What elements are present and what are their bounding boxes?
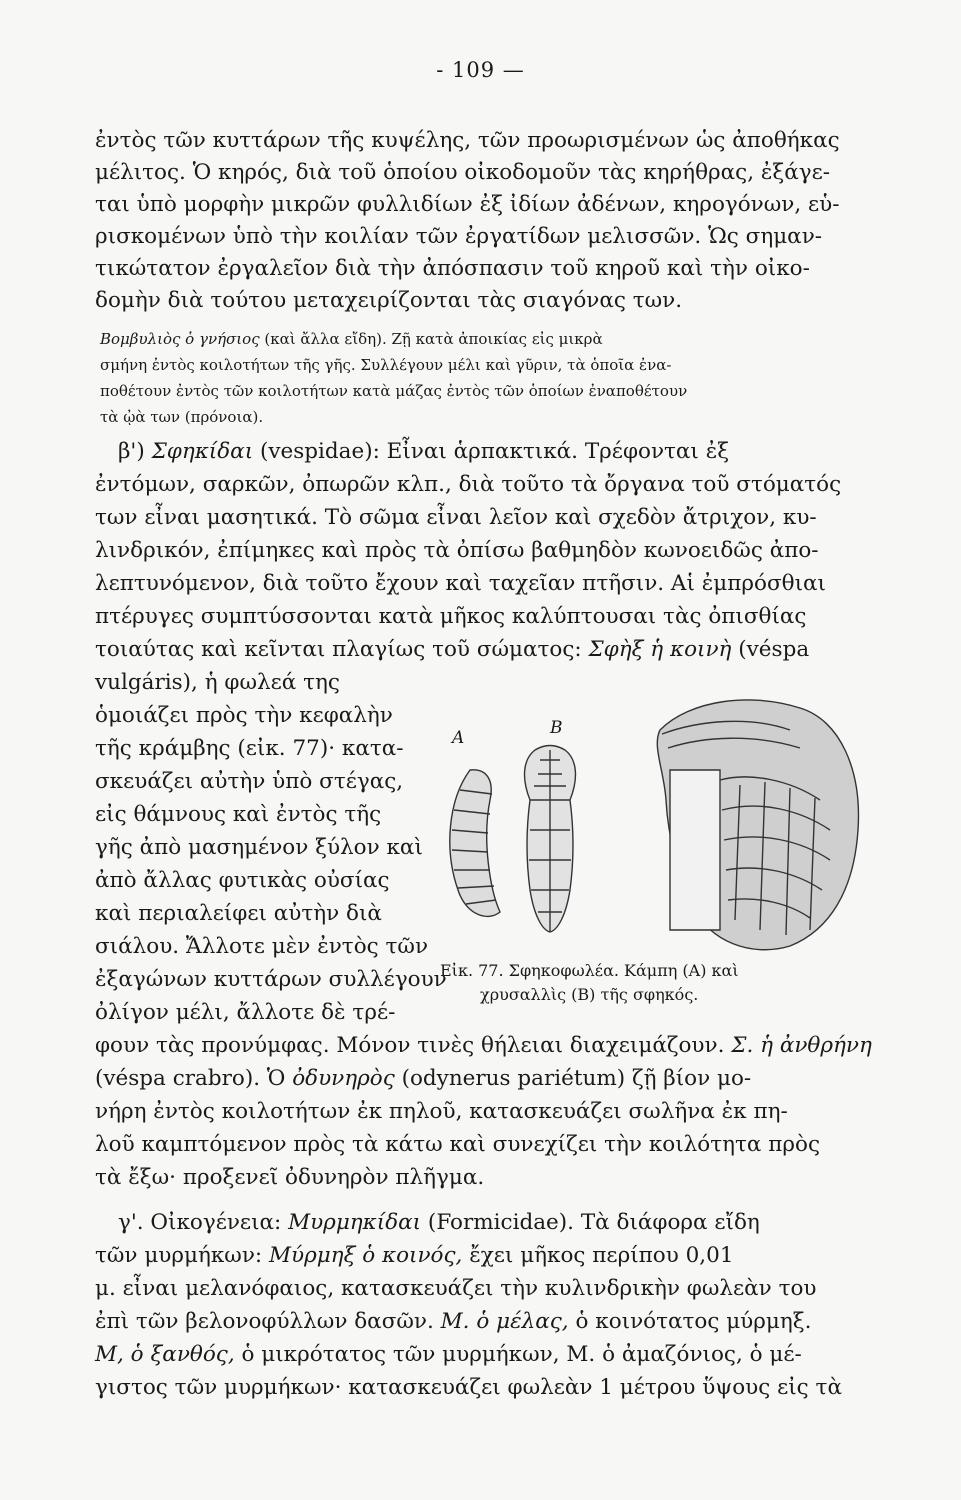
- family-name: Σφηκίδαι: [151, 439, 254, 464]
- text-line: νήρη ἐντὸς κοιλοτήτων ἐκ πηλοῦ, κατασκευάζει σωλῆνα ἐκ πη-: [95, 1099, 788, 1124]
- text-line: ρισκομένων ὑπὸ τὴν κοιλίαν τῶν ἐργατίδων μελισσῶν. Ὡς σημαν-: [95, 224, 823, 249]
- text-line: γιστος τῶν μυρμήκων· κατασκευάζει φωλεὰν 1 μέτρου ὕψους εἰς τὰ: [95, 1375, 842, 1400]
- note-line: Βομβυλιὸς ὁ γνήσιος (καὶ ἄλλα εἴδη). Ζῇ κατὰ ἀποικίας εἰς μικρὰ: [100, 330, 603, 348]
- species-name: Σφὴξ ἡ κοινὴ: [588, 637, 732, 662]
- text-line: τικώτατον ἐργαλεῖον διὰ τὴν ἀπόσπασιν τοῦ κηροῦ καὶ τὴν οἰκο-: [95, 256, 810, 281]
- text-line: τῆς κράμβης (εἰκ. 77)· κατα-: [95, 736, 404, 761]
- text-line: σκευάζει αὐτὴν ὑπὸ στέγας,: [95, 769, 404, 794]
- text-line: ἐπὶ τῶν βελονοφύλλων δασῶν. Μ. ὁ μέλας, ὁ κοινότατος μύρμηξ.: [95, 1309, 812, 1334]
- nest-drawing: [657, 700, 858, 950]
- text-line: λοῦ καμπτόμενον πρὸς τὰ κάτω καὶ συνεχίζει τὴν κοιλότητα πρὸς: [95, 1132, 820, 1157]
- note-line: ποθέτουν ἐντὸς τῶν κοιλοτήτων κατὰ μάζας ἐντὸς τῶν ὁποίων ἐναποθέτουν: [100, 382, 688, 400]
- larva-drawing: [450, 770, 500, 917]
- text-line: πτέρυγες συμπτύσσονται κατὰ μῆκος καλύπτουσαι τὰς ὀπισθίας: [95, 604, 807, 629]
- text-line: σιάλου. Ἄλλοτε μὲν ἐντὸς τῶν: [95, 934, 429, 959]
- text-line: μέλιτος. Ὁ κηρός, διὰ τοῦ ὁποίου οἰκοδομοῦν τὰς κηρήθρας, ἐξάγε-: [95, 160, 831, 185]
- species-name: ὀδυνηρὸς: [292, 1066, 395, 1091]
- species-name: Μύρμηξ ὁ κοινός,: [268, 1243, 463, 1268]
- figure-caption-line: χρυσαλλὶς (Β) τῆς σφηκός.: [480, 985, 699, 1004]
- text-line: ὀλίγον μέλι, ἄλλοτε δὲ τρέ-: [95, 1000, 396, 1025]
- wasp-nest-illustration: [430, 690, 870, 960]
- text-line: μ. εἶναι μελανόφαιος, κατασκευάζει τὴν κυλινδρικὴν φωλεὰν του: [95, 1276, 817, 1301]
- species-name: Σ. ἡ ἀνθρήνη: [731, 1033, 872, 1058]
- text-line: ὁμοιάζει πρὸς τὴν κεφαλὴν: [95, 703, 393, 728]
- text-line: (véspa crabro). Ὁ ὀδυνηρὸς (odynerus pariétum) ζῇ βίον μο-: [95, 1066, 752, 1091]
- section-heading-line: β') Σφηκίδαι (vespidae): Εἶναι ἁρπακτικά. Τρέφονται ἐξ: [118, 439, 730, 464]
- species-name: Βομβυλιὸς ὁ γνήσιος: [100, 330, 260, 348]
- text-line: φουν τὰς προνύμφας. Μόνον τινὲς θήλειαι διαχειμάζουν. Σ. ἡ ἀνθρήνη: [95, 1033, 872, 1058]
- note-line: σμήνη ἐντὸς κοιλοτήτων τῆς γῆς. Συλλέγουν μέλι καὶ γῦριν, τὰ ὁποῖα ἐνα-: [100, 356, 672, 374]
- figure-caption-line: Εἰκ. 77. Σφηκοφωλέα. Κάμπη (Α) καὶ: [440, 961, 739, 980]
- text-line: vulgáris), ἡ φωλεά της: [95, 670, 340, 695]
- family-name: Μυρμηκίδαι: [288, 1210, 422, 1235]
- text-line: δομὴν διὰ τούτου μεταχειρίζονται τὰς σιαγόνας των.: [95, 288, 683, 313]
- text-line: Μ, ὁ ξανθός, ὁ μικρότατος τῶν μυρμήκων, Μ. ὁ ἀμαζόνιος, ὁ μέ-: [95, 1342, 802, 1367]
- text-line: τῶν μυρμήκων: Μύρμηξ ὁ κοινός, ἔχει μῆκος περίπου 0,01: [95, 1243, 734, 1268]
- figure-label-a: A: [452, 728, 465, 748]
- species-name: Μ. ὁ μέλας,: [440, 1309, 569, 1334]
- figure-label-b: B: [550, 718, 563, 738]
- text-line: εἰς θάμνους καὶ ἐντὸς τῆς: [95, 802, 382, 827]
- page-number: - 109 —: [436, 58, 525, 82]
- text-line: των εἶναι μασητικά. Τὸ σῶμα εἶναι λεῖον καὶ σχεδὸν ἄτριχον, κυ-: [95, 505, 817, 530]
- text-line: ἐξαγώνων κυττάρων συλλέγουν: [95, 967, 447, 992]
- figure-77: [430, 690, 870, 1020]
- text-line: ἀπὸ ἄλλας φυτικὰς οὐσίας: [95, 868, 390, 893]
- text-line: καὶ περιαλείφει αὐτὴν διὰ: [95, 901, 382, 926]
- section-heading-line: γ'. Οἰκογένεια: Μυρμηκίδαι (Formicidae). Τὰ διάφορα εἴδη: [118, 1210, 760, 1235]
- species-name: Μ, ὁ ξανθός,: [95, 1342, 235, 1367]
- text-line: ἐντόμων, σαρκῶν, ὀπωρῶν κλπ., διὰ τοῦτο τὰ ὄργανα τοῦ στόματός: [95, 472, 842, 497]
- note-line: τὰ ᾠὰ των (πρόνοια).: [100, 408, 264, 426]
- text-line: τοιαύτας καὶ κεῖνται πλαγίως τοῦ σώματος: Σφὴξ ἡ κοινὴ (véspa: [95, 637, 810, 662]
- text-line: λινδρικόν, ἐπίμηκες καὶ πρὸς τὰ ὀπίσω βαθμηδὸν κωνοειδῶς ἀπο-: [95, 538, 819, 563]
- text-line: λεπτυνόμενον, διὰ τοῦτο ἔχουν καὶ ταχεῖαν πτῆσιν. Αἱ ἐμπρόσθιαι: [95, 571, 826, 596]
- text-line: γῆς ἀπὸ μασημένον ξύλον καὶ: [95, 835, 423, 860]
- pupa-drawing: [525, 746, 576, 933]
- text-line: ἐντὸς τῶν κυττάρων τῆς κυψέλης, τῶν προωρισμένων ὡς ἀποθήκας: [95, 128, 840, 153]
- text-line: ται ὑπὸ μορφὴν μικρῶν φυλλιδίων ἐξ ἰδίων ἀδένων, κηρογόνων, εὑ-: [95, 192, 840, 217]
- text-line: τὰ ἔξω· προξενεῖ ὀδυνηρὸν πλῆγμα.: [95, 1165, 485, 1190]
